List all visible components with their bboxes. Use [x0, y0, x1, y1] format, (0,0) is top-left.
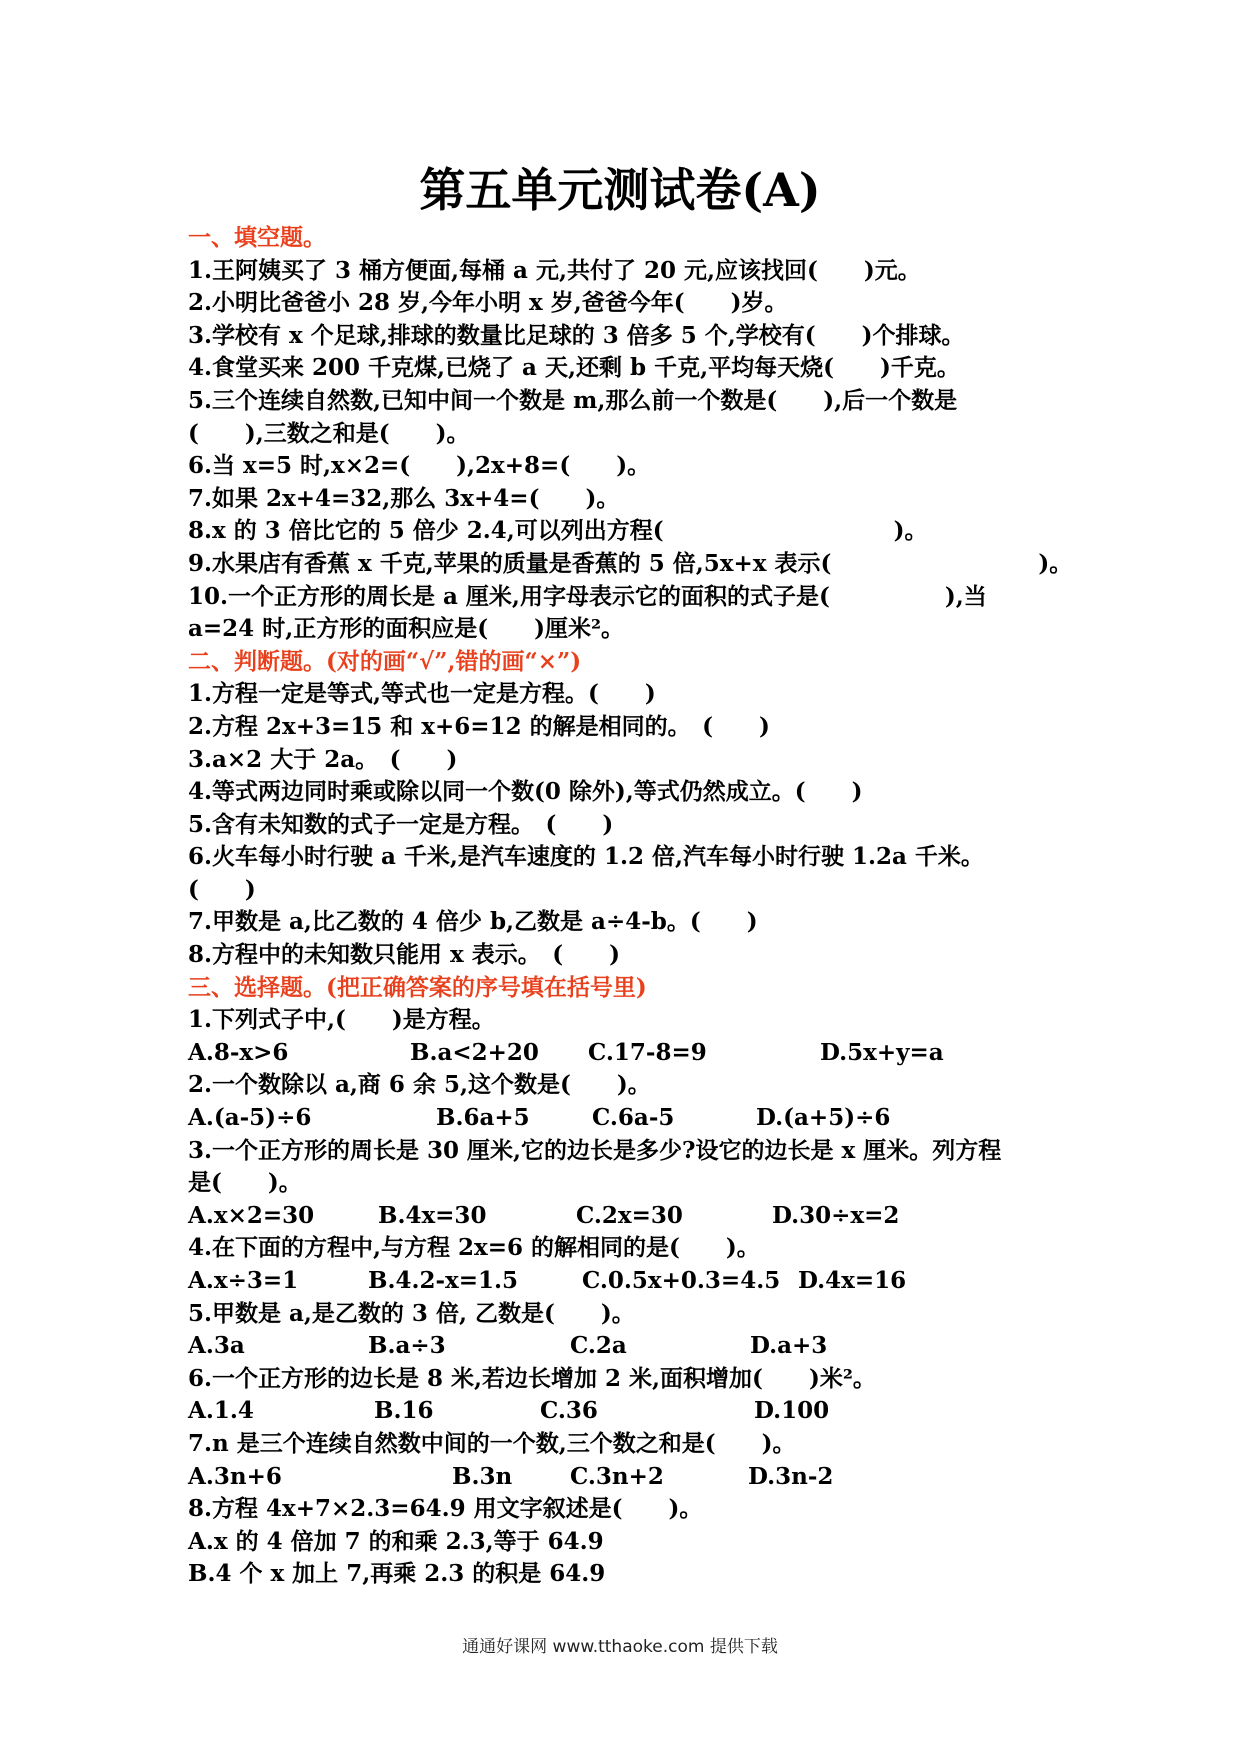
- question-line: ( ): [188, 875, 256, 903]
- footer-credit: 通通好课网 www.tthaoke.com 提供下载: [462, 1637, 778, 1657]
- question-line: 6.当 x=5 时,x×2=( ),2x+8=( )。: [188, 452, 651, 480]
- question-stem: 2.一个数除以 a,商 6 余 5,这个数是( )。: [188, 1071, 651, 1099]
- question-stem: 是( )。: [188, 1169, 302, 1197]
- exam-content: [188, 222, 1088, 1591]
- option-row: [188, 1037, 1088, 1070]
- option: B.a÷3: [368, 1332, 446, 1360]
- question-line: 3.学校有 x 个足球,排球的数量比足球的 3 倍多 5 个,学校有( )个排球。: [188, 321, 965, 349]
- section-heading-judge: 二、判断题。(对的画“√”,错的画“×”): [188, 647, 582, 675]
- option-row: [188, 1330, 1088, 1363]
- question-line: 8.x 的 3 倍比它的 5 倍少 2.4,可以列出方程( )。: [188, 517, 928, 545]
- judge-questions: [188, 678, 1088, 971]
- question-line: 5.含有未知数的式子一定是方程。 ( ): [188, 810, 614, 838]
- option-row: [188, 1395, 1088, 1428]
- question-line: 6.火车每小时行驶 a 千米,是汽车速度的 1.2 倍,汽车每小时行驶 1.2a 千米。: [188, 843, 984, 871]
- option: D.100: [754, 1397, 830, 1425]
- option-row: [188, 1200, 1088, 1233]
- option: D.30÷x=2: [772, 1201, 900, 1229]
- section-heading-fill: 一、填空题。: [188, 224, 326, 251]
- question-stem: 8.方程 4x+7×2.3=64.9 用文字叙述是( )。: [188, 1495, 703, 1523]
- option: B.3n: [452, 1462, 513, 1490]
- question-line: a=24 时,正方形的面积应是( )厘米²。: [188, 615, 625, 643]
- choice-questions: [188, 1004, 1088, 1591]
- option: A.1.4: [188, 1397, 254, 1425]
- question-line: 10.一个正方形的周长是 a 厘米,用字母表示它的面积的式子是( ),当: [188, 582, 987, 610]
- question-line: ( ),三数之和是( )。: [188, 419, 470, 447]
- option: B.4 个 x 加上 7,再乘 2.3 的积是 64.9: [188, 1560, 606, 1588]
- option: A.x×2=30: [188, 1201, 315, 1229]
- question-stem: 5.甲数是 a,是乙数的 3 倍, 乙数是( )。: [188, 1299, 635, 1327]
- question-stem: 6.一个正方形的边长是 8 米,若边长增加 2 米,面积增加( )米²。: [188, 1364, 876, 1392]
- question-line: 8.方程中的未知数只能用 x 表示。 ( ): [188, 941, 621, 969]
- question-line: 1.王阿姨买了 3 桶方便面,每桶 a 元,共付了 20 元,应该找回( )元。: [188, 256, 921, 284]
- option: D.(a+5)÷6: [756, 1104, 891, 1132]
- option: A.3a: [188, 1332, 245, 1360]
- option: C.6a-5: [592, 1104, 675, 1132]
- option: A.x 的 4 倍加 7 的和乘 2.3,等于 64.9: [188, 1527, 604, 1555]
- option-row: [188, 1265, 1088, 1298]
- option-row: [188, 1461, 1088, 1494]
- option-row: [188, 1102, 1088, 1135]
- option: D.5x+y=a: [820, 1038, 944, 1066]
- option: A.8-x>6: [188, 1038, 289, 1066]
- option: C.36: [540, 1397, 598, 1425]
- question-line: 9.水果店有香蕉 x 千克,苹果的质量是香蕉的 5 倍,5x+x 表示( )。: [188, 549, 1073, 577]
- question-line: 5.三个连续自然数,已知中间一个数是 m,那么前一个数是( ),后一个数是: [188, 386, 958, 414]
- option: A.3n+6: [188, 1462, 282, 1490]
- option: B.4x=30: [378, 1201, 487, 1229]
- question-line: 2.小明比爸爸小 28 岁,今年小明 x 岁,爸爸今年( )岁。: [188, 289, 788, 317]
- question-stem: 1.下列式子中,( )是方程。: [188, 1006, 495, 1034]
- option: B.16: [374, 1397, 434, 1425]
- question-line: 1.方程一定是等式,等式也一定是方程。( ): [188, 680, 656, 708]
- option: B.a<2+20: [410, 1038, 539, 1066]
- option: B.6a+5: [436, 1104, 530, 1132]
- question-stem: 4.在下面的方程中,与方程 2x=6 的解相同的是( )。: [188, 1234, 760, 1262]
- question-line: 3.a×2 大于 2a。 ( ): [188, 745, 458, 773]
- option: B.4.2-x=1.5: [368, 1267, 519, 1294]
- section-heading-choice: 三、选择题。(把正确答案的序号填在括号里): [188, 973, 647, 1001]
- question-stem: 7.n 是三个连续自然数中间的一个数,三个数之和是( )。: [188, 1429, 796, 1457]
- option: D.3n-2: [748, 1462, 834, 1490]
- option: A.(a-5)÷6: [188, 1104, 312, 1132]
- question-line: 4.等式两边同时乘或除以同一个数(0 除外),等式仍然成立。( ): [188, 778, 863, 806]
- question-line: 7.如果 2x+4=32,那么 3x+4=( )。: [188, 484, 620, 512]
- question-line: 2.方程 2x+3=15 和 x+6=12 的解是相同的。 ( ): [188, 712, 770, 740]
- page-title: 第五单元测试卷(A): [419, 163, 821, 217]
- option: C.3n+2: [570, 1462, 664, 1490]
- option: C.0.5x+0.3=4.5: [582, 1267, 781, 1294]
- option: C.17-8=9: [588, 1038, 707, 1066]
- option: C.2x=30: [576, 1201, 683, 1229]
- question-line: 4.食堂买来 200 千克煤,已烧了 a 天,还剩 b 千克,平均每天烧( )千克。: [188, 354, 960, 382]
- option: C.2a: [570, 1332, 627, 1360]
- option: A.x÷3=1: [188, 1267, 299, 1294]
- fill-questions: [188, 255, 1088, 646]
- question-line: 7.甲数是 a,比乙数的 4 倍少 b,乙数是 a÷4-b。( ): [188, 908, 758, 936]
- option: D.4x=16: [798, 1267, 907, 1294]
- option: D.a+3: [750, 1332, 828, 1360]
- question-stem: 3.一个正方形的周长是 30 厘米,它的边长是多少?设它的边长是 x 厘米。列方程: [188, 1136, 1002, 1164]
